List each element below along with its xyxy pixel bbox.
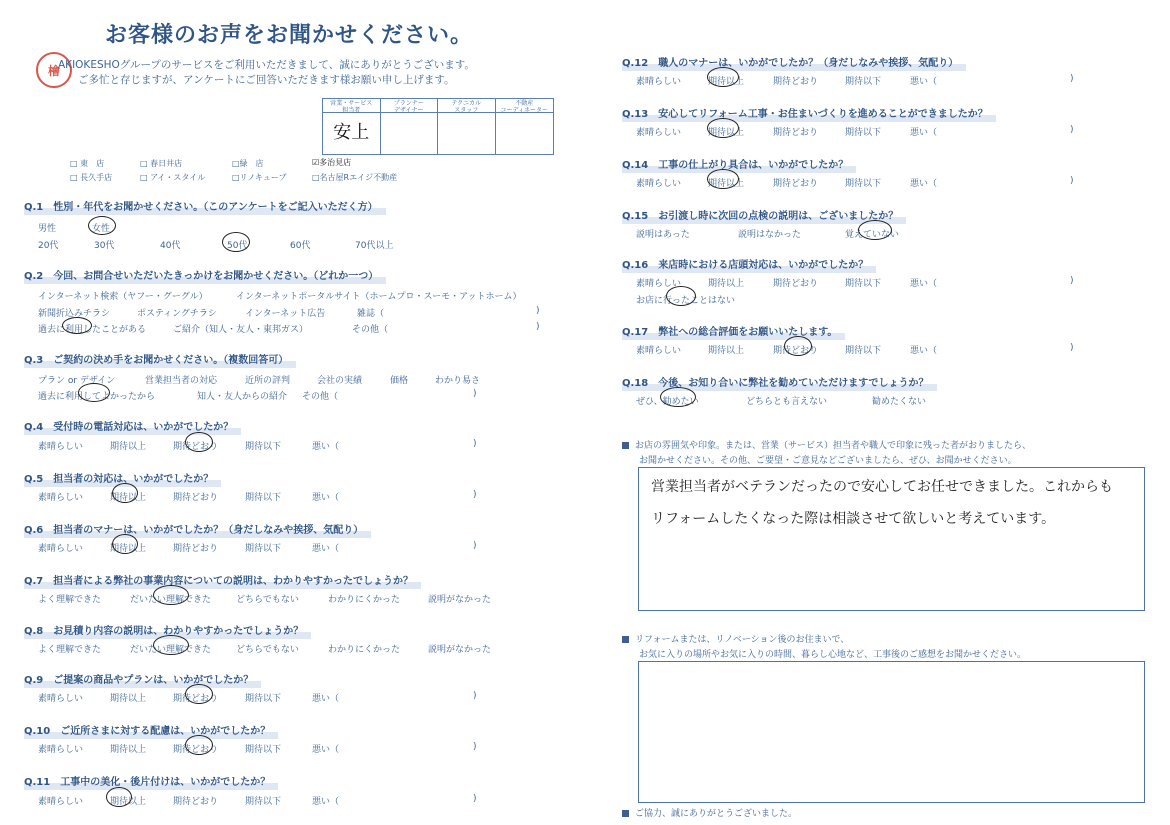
store-nagoya-r-age[interactable]: □名古屋Rエイジ不動産 xyxy=(312,173,398,182)
q6-above[interactable]: 期待以上 xyxy=(110,544,147,554)
q6-excellent[interactable]: 素晴らしい xyxy=(38,544,84,554)
q11-as-expected[interactable]: 期待どおり xyxy=(173,797,219,807)
q8-circle-mark xyxy=(153,635,189,655)
q5-above[interactable]: 期待以上 xyxy=(110,493,147,503)
q3-price[interactable]: 価格 xyxy=(390,376,409,386)
q3-track-record[interactable]: 会社の実績 xyxy=(317,376,363,386)
q13-circle-mark xyxy=(707,118,739,138)
q2-referral[interactable]: ご紹介（知人・友人・東邦ガス） xyxy=(173,325,309,335)
q12-above[interactable]: 期待以上 xyxy=(708,77,745,87)
q2-past-use-circle-mark xyxy=(62,317,92,334)
q16-excellent[interactable]: 素晴らしい xyxy=(636,279,682,289)
q14-bad[interactable]: 悪い（ xyxy=(910,179,938,189)
q16-heading: Q.16 来店時における店頭対応は、いかがでしたか？ xyxy=(622,256,868,271)
q3-acquaintance[interactable]: 知人・友人からの紹介 xyxy=(197,392,288,402)
bullet-square-icon xyxy=(622,442,629,449)
q13-below[interactable]: 期待以下 xyxy=(845,128,882,138)
q1-age-50-circle-mark xyxy=(222,232,250,252)
q13-bad-close: ) xyxy=(1070,125,1074,135)
q13-excellent[interactable]: 素晴らしい xyxy=(636,128,682,138)
q16-below[interactable]: 期待以下 xyxy=(845,279,882,289)
q5-circle-mark xyxy=(112,483,138,503)
q6-bad-close: ) xyxy=(473,541,477,551)
q1-age-20[interactable]: 20代 xyxy=(38,241,59,251)
q11-bad-close: ) xyxy=(473,794,477,804)
q9-below[interactable]: 期待以下 xyxy=(245,694,282,704)
bullet-square-icon xyxy=(622,636,629,643)
q18-heading: Q.18 今後、お知り合いに弊社を勧めていただけますでしょうか？ xyxy=(622,374,929,389)
q14-heading: Q.14 工事の仕上がり具合は、いかがでしたか？ xyxy=(622,156,848,171)
q3-past-good[interactable]: 過去に利用してよかったから xyxy=(38,392,156,402)
q9-as-expected[interactable]: 期待どおり xyxy=(173,694,219,704)
q12-heading: Q.12 職人のマナーは、いかがでしたか？（身だしなみや挨拶、気配り） xyxy=(622,54,958,69)
q6-as-expected[interactable]: 期待どおり xyxy=(173,544,219,554)
q14-bad-close: ) xyxy=(1070,176,1074,186)
q1-male[interactable]: 男性 xyxy=(38,224,57,234)
q7-mostly-understood[interactable]: だいたい理解できた xyxy=(130,595,212,605)
q15-explained[interactable]: 説明はあった xyxy=(636,230,690,240)
q16-bad[interactable]: 悪い（ xyxy=(910,279,938,289)
comment2-label-2: お気に入りの場所やお気に入りの時間、暮らし心地など、工事後のご感想をお聞かせください。 xyxy=(639,650,1027,660)
q10-as-expected[interactable]: 期待どおり xyxy=(173,745,219,755)
q4-as-expected[interactable]: 期待どおり xyxy=(173,442,219,452)
q15-circle-mark xyxy=(858,220,892,240)
q12-bad[interactable]: 悪い（ xyxy=(910,77,938,87)
q14-circle-mark xyxy=(707,169,739,189)
q5-below[interactable]: 期待以下 xyxy=(245,493,282,503)
q17-as-expected[interactable]: 期待どおり xyxy=(773,346,819,356)
q16-never-visited[interactable]: お店に行ったことはない xyxy=(636,296,736,306)
q18-not-recommend[interactable]: 勧めたくない xyxy=(872,397,927,407)
q7-heading: Q.7 担当者による弊社の事業内容についての説明は、わかりやすかったでしょうか？ xyxy=(24,572,413,587)
q3-past-good-circle-mark xyxy=(78,383,110,402)
q14-above[interactable]: 期待以上 xyxy=(708,179,745,189)
staff-header-realestate: 不動産 コーディネーター xyxy=(496,99,554,113)
q14-below[interactable]: 期待以下 xyxy=(845,179,882,189)
staff-header-sales: 営業・サービス 担当者 xyxy=(323,99,381,113)
q8-heading: Q.8 お見積り内容の説明は、わかりやすかったでしょうか？ xyxy=(24,622,303,637)
q11-bad[interactable]: 悪い（ xyxy=(312,797,340,807)
q13-heading: Q.13 安心してリフォーム工事・お住まいづくりを進めることができましたか？ xyxy=(622,105,988,120)
comment1-label-1: お店の雰囲気や印象。または、営業（サービス）担当者や職人で印象に残った者がおりましたら、 xyxy=(622,438,1031,451)
q11-above[interactable]: 期待以上 xyxy=(110,797,147,807)
q5-bad[interactable]: 悪い（ xyxy=(312,493,340,503)
q3-heading: Q.3 ご契約の決め手をお聞かせください。（複数回答可） xyxy=(24,351,288,366)
store-istyle[interactable]: □ アイ・スタイル xyxy=(140,173,206,182)
q15-dont-remember[interactable]: 覚えていない xyxy=(845,230,900,240)
q1-female[interactable]: 女性 xyxy=(92,224,111,234)
q9-bad[interactable]: 悪い（ xyxy=(312,694,340,704)
q17-above[interactable]: 期待以上 xyxy=(708,346,745,356)
store-kasugai[interactable]: □ 春日井店 xyxy=(140,159,183,168)
q3-other[interactable]: その他（ xyxy=(302,392,339,402)
q10-circle-mark xyxy=(185,735,213,755)
q2-magazine[interactable]: 雑誌（ xyxy=(357,309,385,319)
q16-above[interactable]: 期待以上 xyxy=(708,279,745,289)
q1-age-50[interactable]: 50代 xyxy=(227,241,248,251)
q4-excellent[interactable]: 素晴らしい xyxy=(38,442,84,452)
q4-heading: Q.4 受付時の電話対応は、いかがでしたか？ xyxy=(24,418,233,433)
q2-heading: Q.2 今回、お問合せいただいたきっかけをお聞かせください。（どれか一つ） xyxy=(24,267,378,282)
q11-heading: Q.11 工事中の美化・後片付けは、いかがでしたか？ xyxy=(24,773,270,788)
q7-understood-well[interactable]: よく理解できた xyxy=(38,595,102,605)
q8-mostly-understood[interactable]: だいたい理解できた xyxy=(130,645,212,655)
q17-excellent[interactable]: 素晴らしい xyxy=(636,346,682,356)
q1-age-40[interactable]: 40代 xyxy=(160,241,181,251)
staff-header-planner: プランナー デザイナー xyxy=(381,99,439,113)
q8-no-explanation[interactable]: 説明がなかった xyxy=(428,645,492,655)
staff-planner-value[interactable] xyxy=(381,113,439,154)
staff-table xyxy=(322,98,554,155)
page-title: お客様のお声をお聞かせください。 xyxy=(105,23,474,48)
q7-hard[interactable]: わかりにくかった xyxy=(328,595,401,605)
q12-circle-mark xyxy=(707,67,739,87)
staff-technical-value[interactable] xyxy=(438,113,496,154)
q13-bad[interactable]: 悪い（ xyxy=(910,128,938,138)
staff-header-technical: テクニカル スタッフ xyxy=(438,99,496,113)
staff-realestate-value[interactable] xyxy=(496,113,554,154)
q10-heading: Q.10 ご近所さまに対する配慮は、いかがでしたか？ xyxy=(24,722,270,737)
intro-line-1: AKIOKESHOグループのサービスをご利用いただきまして、誠にありがとうございます。 xyxy=(58,59,475,71)
q1-age-30[interactable]: 30代 xyxy=(94,241,115,251)
comment1-answer-line-2: リフォームしたくなった際は相談させて欲しいと考えています。 xyxy=(651,511,1056,527)
store-nagakute[interactable]: □ 長久手店 xyxy=(70,173,113,182)
q13-above[interactable]: 期待以上 xyxy=(708,128,745,138)
q2-newspaper-flyer[interactable]: 新聞折込みチラシ xyxy=(38,309,111,319)
q4-bad[interactable]: 悪い（ xyxy=(312,442,340,452)
q5-bad-close: ) xyxy=(473,490,477,500)
q2-internet-search[interactable]: インターネット検索（ヤフー・グーグル） xyxy=(38,292,208,302)
q18-circle-mark xyxy=(660,387,696,407)
store-higashi[interactable]: □ 東 店 xyxy=(70,159,105,168)
comment2-label-1: リフォームまたは、リノベーション後のお住まいで、 xyxy=(622,632,849,645)
q14-excellent[interactable]: 素晴らしい xyxy=(636,179,682,189)
q6-circle-mark xyxy=(112,534,138,554)
thanks-message: ご協力、誠にありがとうございました。 xyxy=(622,806,797,819)
q5-heading: Q.5 担当者の対応は、いかがでしたか？ xyxy=(24,470,213,485)
q6-bad[interactable]: 悪い（ xyxy=(312,544,340,554)
q9-above[interactable]: 期待以上 xyxy=(110,694,147,704)
q10-excellent[interactable]: 素晴らしい xyxy=(38,745,84,755)
q4-circle-mark xyxy=(185,432,213,452)
q18-recommend[interactable]: ぜひ、勧めたい xyxy=(636,397,699,407)
q16-circle-mark xyxy=(666,286,696,306)
q7-neutral[interactable]: どちらでもない xyxy=(236,595,299,605)
q17-circle-mark xyxy=(784,336,812,356)
q7-no-explanation[interactable]: 説明がなかった xyxy=(428,595,492,605)
q13-as-expected[interactable]: 期待どおり xyxy=(773,128,819,138)
q12-bad-close: ) xyxy=(1070,74,1074,84)
q5-excellent[interactable]: 素晴らしい xyxy=(38,493,84,503)
company-seal: 檜 xyxy=(36,52,72,88)
q15-heading: Q.15 お引渡し時に次回の点検の説明は、ございましたか？ xyxy=(622,207,898,222)
q12-excellent[interactable]: 素晴らしい xyxy=(636,77,682,87)
q10-below[interactable]: 期待以下 xyxy=(245,745,282,755)
q2-internet-ad[interactable]: インターネット広告 xyxy=(245,309,326,319)
store-midori[interactable]: □緑 店 xyxy=(232,159,264,168)
comment1-answer-line-1: 営業担当者がベテランだったので安心してお任せできました。これからも xyxy=(651,479,1113,495)
q2-internet-portal[interactable]: インターネットポータルサイト（ホームプロ・スーモ・アットホーム） xyxy=(236,292,522,302)
q11-below[interactable]: 期待以下 xyxy=(245,797,282,807)
q8-understood-well[interactable]: よく理解できた xyxy=(38,645,102,655)
q2-other[interactable]: その他（ xyxy=(352,325,389,335)
q2-past-use[interactable]: 過去に利用したことがある xyxy=(38,325,147,335)
q17-bad-close: ) xyxy=(1070,343,1074,353)
comment1-label-2: お聞かせください。その他、ご要望・ご意見などございましたら、ぜひ、お聞かせください。 xyxy=(639,456,1017,466)
q2-magazine-close: ) xyxy=(536,306,540,316)
q4-bad-close: ) xyxy=(473,439,477,449)
intro-line-2: ご多忙と存じますが、アンケートにご回答いただきます様お願い申し上げます。 xyxy=(78,74,455,86)
q6-heading: Q.6 担当者のマナーは、いかがでしたか？（身だしなみや挨拶、気配り） xyxy=(24,521,363,536)
q9-excellent[interactable]: 素晴らしい xyxy=(38,694,84,704)
q10-above[interactable]: 期待以上 xyxy=(110,745,147,755)
q3-other-close: ) xyxy=(473,389,477,399)
q3-plan-design[interactable]: プラン or デザイン xyxy=(38,376,116,386)
q3-reputation[interactable]: 近所の評判 xyxy=(245,376,291,386)
q10-bad-close: ) xyxy=(473,742,477,752)
q16-as-expected[interactable]: 期待どおり xyxy=(773,279,819,289)
q17-bad[interactable]: 悪い（ xyxy=(910,346,938,356)
bullet-square-icon xyxy=(622,810,629,817)
store-tajimi[interactable]: ☑多治見店 xyxy=(312,158,352,167)
q8-neutral[interactable]: どちらでもない xyxy=(236,645,299,655)
q9-circle-mark xyxy=(185,684,213,704)
q18-neither[interactable]: どちらとも言えない xyxy=(746,397,828,407)
q3-clarity[interactable]: わかり易さ xyxy=(435,376,481,386)
q12-below[interactable]: 期待以下 xyxy=(845,77,882,87)
q4-above[interactable]: 期待以上 xyxy=(110,442,147,452)
q17-below[interactable]: 期待以下 xyxy=(845,346,882,356)
q2-posting-flyer[interactable]: ポスティングチラシ xyxy=(137,309,217,319)
q1-female-circle-mark xyxy=(88,216,116,235)
q7-circle-mark xyxy=(153,585,189,605)
q5-as-expected[interactable]: 期待どおり xyxy=(173,493,219,503)
q15-not-explained[interactable]: 説明はなかった xyxy=(738,230,802,240)
q16-bad-close: ) xyxy=(1070,276,1074,286)
q8-hard[interactable]: わかりにくかった xyxy=(328,645,401,655)
q4-below[interactable]: 期待以下 xyxy=(245,442,282,452)
q6-below[interactable]: 期待以下 xyxy=(245,544,282,554)
q12-as-expected[interactable]: 期待どおり xyxy=(773,77,819,87)
q1-heading: Q.1 性別・年代をお聞かせください。（このアンケートをご記入いただく方） xyxy=(24,198,378,213)
q9-bad-close: ) xyxy=(473,691,477,701)
q10-bad[interactable]: 悪い（ xyxy=(312,745,340,755)
comment2-box[interactable] xyxy=(638,661,1145,803)
q11-circle-mark xyxy=(106,787,132,807)
q2-other-close: ) xyxy=(536,322,540,332)
store-renocube[interactable]: □リノキューブ xyxy=(232,173,287,182)
staff-sales-value[interactable]: 安上 xyxy=(323,113,381,154)
q3-sales-response[interactable]: 営業担当者の対応 xyxy=(145,376,218,386)
q11-excellent[interactable]: 素晴らしい xyxy=(38,797,84,807)
q14-as-expected[interactable]: 期待どおり xyxy=(773,179,819,189)
q9-heading: Q.9 ご提案の商品やプランは、いかがでしたか？ xyxy=(24,671,253,686)
q1-age-60[interactable]: 60代 xyxy=(290,241,311,251)
q1-age-70plus[interactable]: 70代以上 xyxy=(355,241,394,251)
comment1-box[interactable] xyxy=(638,467,1145,611)
q17-heading: Q.17 弊社への総合評価をお願いいたします。 xyxy=(622,323,837,338)
